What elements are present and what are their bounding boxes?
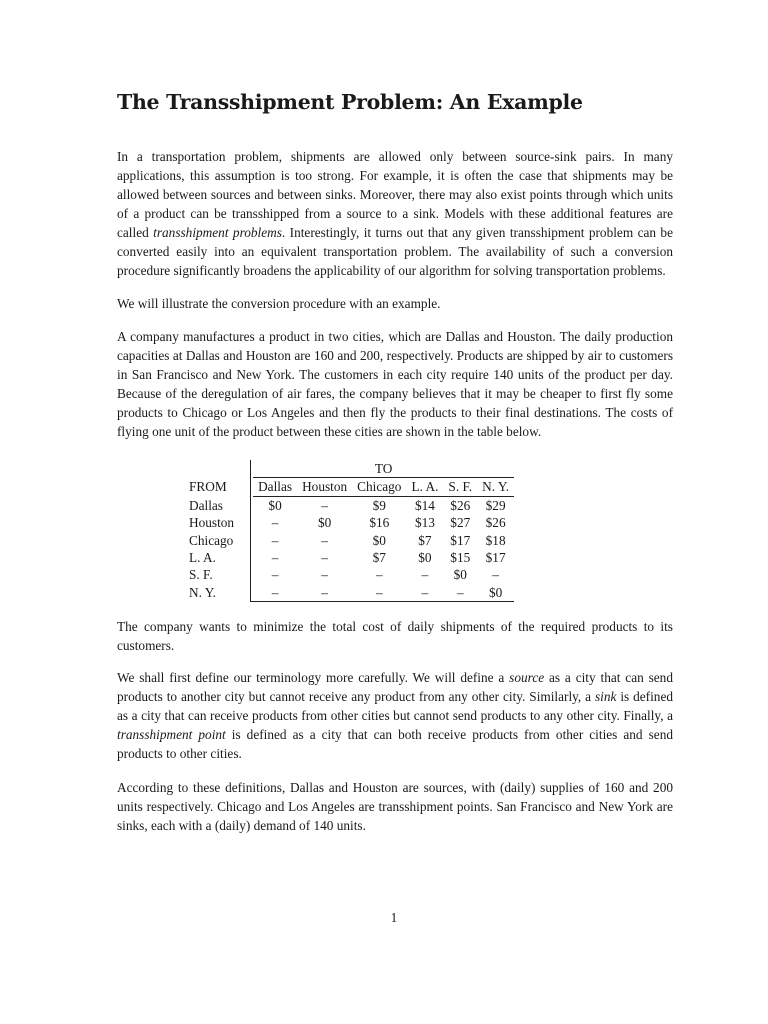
source-term: source xyxy=(509,670,545,686)
row-header: S. F. xyxy=(185,566,251,583)
table-row xyxy=(185,532,514,549)
cost-cell: – xyxy=(321,550,328,566)
cost-cell: – xyxy=(321,567,328,583)
corner-cell xyxy=(185,460,251,478)
intro-text-2: . Interestingly, it turns out that any given transshipment problem can be converted easily into an equivalent transportation problem. The availability of such a conversion procedure significantly broadens the applicability of our algorithm for solving transportation problems. xyxy=(117,225,673,278)
cost-cell: – xyxy=(321,532,328,548)
cost-cell: $26 xyxy=(450,497,471,513)
sink-term: sink xyxy=(595,689,617,705)
terminology-paragraph xyxy=(117,668,673,763)
column-header: N. Y. xyxy=(477,478,514,496)
table-row xyxy=(185,566,514,583)
terminology-text-4: is defined as a city that can both receive products from other cities and send products to other cities. xyxy=(117,727,673,762)
illustrate-paragraph: We will illustrate the conversion procedure with an example. xyxy=(117,296,441,311)
document-page xyxy=(117,86,673,835)
cost-cell: $7 xyxy=(372,550,386,566)
column-header-row xyxy=(185,478,514,496)
cost-cell: $0 xyxy=(477,584,514,602)
cost-table xyxy=(185,460,514,602)
table-row xyxy=(185,514,514,531)
cost-cell: – xyxy=(375,567,383,583)
cost-cell: – xyxy=(271,567,279,583)
cost-table-container xyxy=(185,460,609,602)
cost-cell: – xyxy=(271,515,279,531)
company-paragraph: A company manufactures a product in two cities, which are Dallas and Houston. The daily production capacities at Dallas and Houston are 160 and 200, respectively. Products are shipped by air to customers in San Francisco and New York. The customers in each city require 140 units of the product per day. Because of the deregulation of air fares, the company believes that it may be cheaper to first fly some products to Chicago or Los Angeles and then fly the products to their final destinations. The costs of flying one unit of the product between these cities are shown in the table below. xyxy=(117,329,673,439)
to-label: TO xyxy=(253,460,514,478)
cost-cell: – xyxy=(253,584,297,602)
cost-cell: $13 xyxy=(414,515,435,531)
cost-cell: – xyxy=(406,584,443,602)
to-header-row xyxy=(185,460,514,478)
cost-cell: $17 xyxy=(485,550,506,566)
cost-cell: $26 xyxy=(485,515,506,531)
cost-cell: $0 xyxy=(317,515,332,531)
terminology-text-2: as a city that can send products to another city but cannot receive any product from any other city. Similarly, a xyxy=(117,670,673,705)
minimize-paragraph: The company wants to minimize the total cost of daily shipments of the required products to its customers. xyxy=(117,619,673,654)
cost-cell: – xyxy=(443,584,477,602)
column-header: L. A. xyxy=(406,478,443,496)
cost-cell: – xyxy=(271,532,279,548)
cost-cell: – xyxy=(492,567,499,583)
row-header: Dallas xyxy=(185,496,251,514)
row-header: Chicago xyxy=(185,532,251,549)
column-header: Chicago xyxy=(352,478,406,496)
cost-cell: $0 xyxy=(372,532,386,548)
table-row xyxy=(185,549,514,566)
cost-cell: – xyxy=(297,584,352,602)
cost-cell: $9 xyxy=(372,497,386,513)
cost-cell: – xyxy=(352,584,406,602)
terminology-text-3: is defined as a city that can receive products from other cities but cannot send products to any other city. Finally, a xyxy=(117,689,674,724)
cost-cell: $14 xyxy=(414,497,435,513)
cost-cell: $17 xyxy=(450,532,471,548)
intro-paragraph xyxy=(117,147,673,280)
cost-cell: $15 xyxy=(450,550,471,566)
cost-cell: – xyxy=(271,550,279,566)
column-header: Houston xyxy=(297,478,352,496)
row-header: N. Y. xyxy=(185,584,251,602)
terminology-text-1: We shall first define our terminology more carefully. We will define a xyxy=(117,670,510,686)
table-row xyxy=(185,584,514,602)
cost-cell: $0 xyxy=(453,567,467,583)
cost-cell: $0 xyxy=(268,497,282,513)
row-header: L. A. xyxy=(185,549,251,566)
cost-cell: – xyxy=(321,497,328,513)
column-header: Dallas xyxy=(253,478,297,496)
cost-cell: – xyxy=(421,567,429,583)
cost-cell: $29 xyxy=(485,497,506,513)
definitions-paragraph: According to these definitions, Dallas and Houston are sources, with (daily) supplies of 160 and 200 units respectively. Chicago and Los Angeles are transshipment points. San Francisco and New York are sinks, each with a (daily) demand of 140 units. xyxy=(117,780,673,834)
row-header: Houston xyxy=(185,514,251,531)
intro-emphasis: transshipment problems xyxy=(153,225,282,240)
cost-cell: $27 xyxy=(450,515,471,531)
from-label: FROM xyxy=(185,478,251,496)
cost-cell: $18 xyxy=(485,532,506,548)
page-number: 1 xyxy=(390,910,398,925)
transshipment-point-term: transshipment point xyxy=(117,727,226,743)
page-title: The Transshipment Problem: An Example xyxy=(117,90,583,114)
cost-cell: $0 xyxy=(418,550,432,566)
cost-cell: $16 xyxy=(369,515,390,531)
column-header: S. F. xyxy=(443,478,477,496)
intro-text-1: In a transportation problem, shipments are allowed only between source-sink pairs. In many applications, this assumption is too strong. For example, it is often the case that shipments may be allowed between sources and between sinks. Moreover, there may also exist points through which units of a product can be transshipped from a source to a sink. Models with these additional features are called xyxy=(117,149,673,240)
table-row xyxy=(185,496,514,514)
cost-cell: $7 xyxy=(418,532,432,548)
